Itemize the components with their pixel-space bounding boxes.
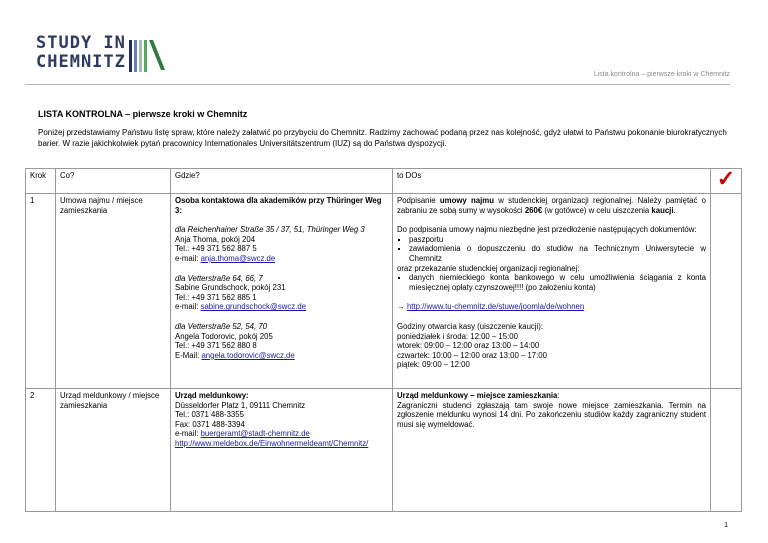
- contact-1-address: dla Reichenhainer Straße 35 / 37, 51, Thüringer Weg 3: [175, 225, 365, 235]
- table-header-row: [26, 169, 742, 194]
- checklist-table: [25, 168, 742, 512]
- table-row: [26, 194, 742, 389]
- contact-3-name: Angela Todorovic, pokój 205: [175, 331, 273, 341]
- logo-wordmark: [36, 34, 126, 72]
- logo-bar: [129, 40, 132, 72]
- cashdesk-hours-1: poniedziałek i środa: 12:00 – 15:00: [397, 331, 518, 341]
- rental-agreement-text: Podpisanie umowy najmu w studenckiej organizacji regionalnej. Należy pamiętać o zabraniu ze sobą sumy w wysokości 260€ (w gotówce) w celu uiszczenia kaucji.: [397, 196, 706, 215]
- contact-3-address: dla Vetterstraße 52, 54, 70: [175, 321, 268, 331]
- office-phone: Tel.: 0371 488-3355: [175, 410, 244, 420]
- logo-bar: [139, 40, 142, 72]
- meldebox-link[interactable]: http://www.meldebox.de/Einwohnermeldeamt/Chemnitz/: [175, 438, 369, 448]
- running-head: Lista kontrolna – pierwsze kroki w Chemnitz: [593, 71, 730, 78]
- housing-link[interactable]: http://www.tu-chemnitz.de/stuwe/joomla/de/wohnen: [406, 302, 585, 312]
- contact-2-address: dla Vetterstraße 64, 66, 7: [175, 273, 263, 283]
- step-todos: Urząd meldunkowy – miejsce zamieszkania: Zagraniczni studenci zgłaszają tam swoje nowe miejsce zamieszkania. Termin na zgłoszenie meldunku wynosi 14 dni. Po zakończeniu studiów każdy zagraniczny student musi się wymeldować.: [393, 389, 711, 512]
- contact-1-name: Anja Thoma, pokój 204: [175, 234, 256, 244]
- header-todos: to DOs: [393, 169, 711, 194]
- step-check-cell[interactable]: [711, 194, 742, 389]
- registration-text: Zagraniczni studenci zgłaszają tam swoje nowe miejsce zamieszkania. Termin na zgłoszenie meldunku wynosi 14 dni. Po zakończeniu studiów każdy zagraniczny student musi się wymeldować.: [397, 400, 706, 429]
- step-todos: [393, 194, 711, 389]
- cashdesk-hours-title: Godziny otwarcia kasy (uiszczenie kaucji):: [397, 321, 544, 331]
- contact-1-email-link[interactable]: anja.thoma@swcz.de: [200, 253, 276, 263]
- logo-slash-icon: [149, 38, 165, 72]
- office-fax: Fax: 0371 488-3394: [175, 419, 245, 429]
- cashdesk-hours-4: piątek: 09:00 – 12:00: [397, 360, 470, 370]
- list-item: ▪ danych niemieckiego konta bankowego w celu umożliwienia ściągania z konta miesięcznej opłaty czynszowej!!!! (po założeniu konta): [409, 273, 706, 292]
- header-gdzie: Gdzie?: [171, 169, 393, 194]
- step-number: 1: [26, 194, 56, 389]
- cashdesk-hours-2: wtorek: 09:00 – 12:00 oraz 13:00 – 14:00: [397, 341, 540, 351]
- header-krok: Krok: [26, 169, 56, 194]
- contact-heading: Osoba kontaktowa dla akademików przy Thüringer Weg 3:: [175, 196, 382, 215]
- header-rule: [25, 84, 730, 85]
- document-title: LISTA KONTROLNA – pierwsze kroki w Chemnitz: [38, 109, 248, 119]
- list-item: ▪ paszportu: [409, 235, 706, 245]
- logo-bars-icon: [129, 34, 165, 72]
- contact-3-phone: Tel.: +49 371 562 880 8: [175, 341, 257, 351]
- office-heading: Urząd meldunkowy:: [175, 391, 249, 400]
- bank-list: [397, 273, 706, 292]
- contact-2-name: Sabine Grundschock, pokój 231: [175, 283, 286, 293]
- logo-line-2: CHEMNITZ: [36, 52, 126, 72]
- contact-1-phone: Tel.: +49 371 562 887 5: [175, 244, 257, 254]
- contact-3-email-link[interactable]: angela.todorovic@swcz.de: [201, 350, 295, 360]
- contact-3-email-label: E-Mail:: [175, 350, 202, 360]
- step-what: Urząd meldunkowy / miejsce zamieszkania: [56, 389, 171, 512]
- cashdesk-hours-3: czwartek: 10:00 – 12:00 oraz 13:00 – 17:00: [397, 350, 547, 360]
- study-in-chemnitz-logo: [36, 34, 165, 72]
- check-mark-icon: ✓: [716, 166, 736, 191]
- office-email-label: e-mail:: [175, 429, 201, 439]
- also-provide-text: oraz przekazanie studenckiej organizacji regionalnej:: [397, 263, 580, 273]
- registration-heading: Urząd meldunkowy – miejsce zamieszkania: [397, 391, 558, 400]
- header-co: Co?: [56, 169, 171, 194]
- contact-2-phone: Tel.: +49 371 562 885 1: [175, 292, 257, 302]
- contact-2-email-link[interactable]: sabine.grundschock@swcz.de: [200, 302, 306, 312]
- arrow-right-icon: →: [397, 302, 405, 312]
- table-row: [26, 389, 742, 512]
- intro-paragraph: Poniżej przedstawiamy Państwu listę spraw, które należy załatwić po przybyciu do Chemnitz. Radzimy zachować podaną przez nas kolejność, gdyż ułatwi to Państwu pokonanie biurokratycznych barier. W razie jakichkolwiek pytań pracownicy Internationales Universitätszentrum (IUZ) są do Państwa dyspozycji.: [38, 128, 727, 148]
- step-where: [171, 389, 393, 512]
- page-number: 1: [724, 522, 728, 529]
- step-number: 2: [26, 389, 56, 512]
- header-check: [711, 166, 742, 194]
- logo-bar: [144, 40, 147, 72]
- documents-list: [397, 235, 706, 264]
- step-check-cell[interactable]: [711, 389, 742, 512]
- logo-line-1: STUDY IN: [36, 33, 126, 53]
- contact-1-email-label: e-mail:: [175, 253, 201, 263]
- office-address: Düsseldorfer Platz 1, 09111 Chemnitz: [175, 400, 306, 410]
- documents-intro: Do podpisania umowy najmu niezbędne jest przedłożenie następujących dokumentów:: [397, 225, 697, 235]
- logo-bar: [134, 40, 137, 72]
- step-what: Umowa najmu / miejsce zamieszkania: [56, 194, 171, 389]
- office-email-link[interactable]: buergeramt@stadt-chemnitz.de: [200, 429, 310, 439]
- list-item: ▪ zawiadomienia o dopuszczeniu do studiów na Technicznym Uniwersytecie w Chemnitz: [409, 244, 706, 263]
- contact-2-email-label: e-mail:: [175, 302, 201, 312]
- step-where: [171, 194, 393, 389]
